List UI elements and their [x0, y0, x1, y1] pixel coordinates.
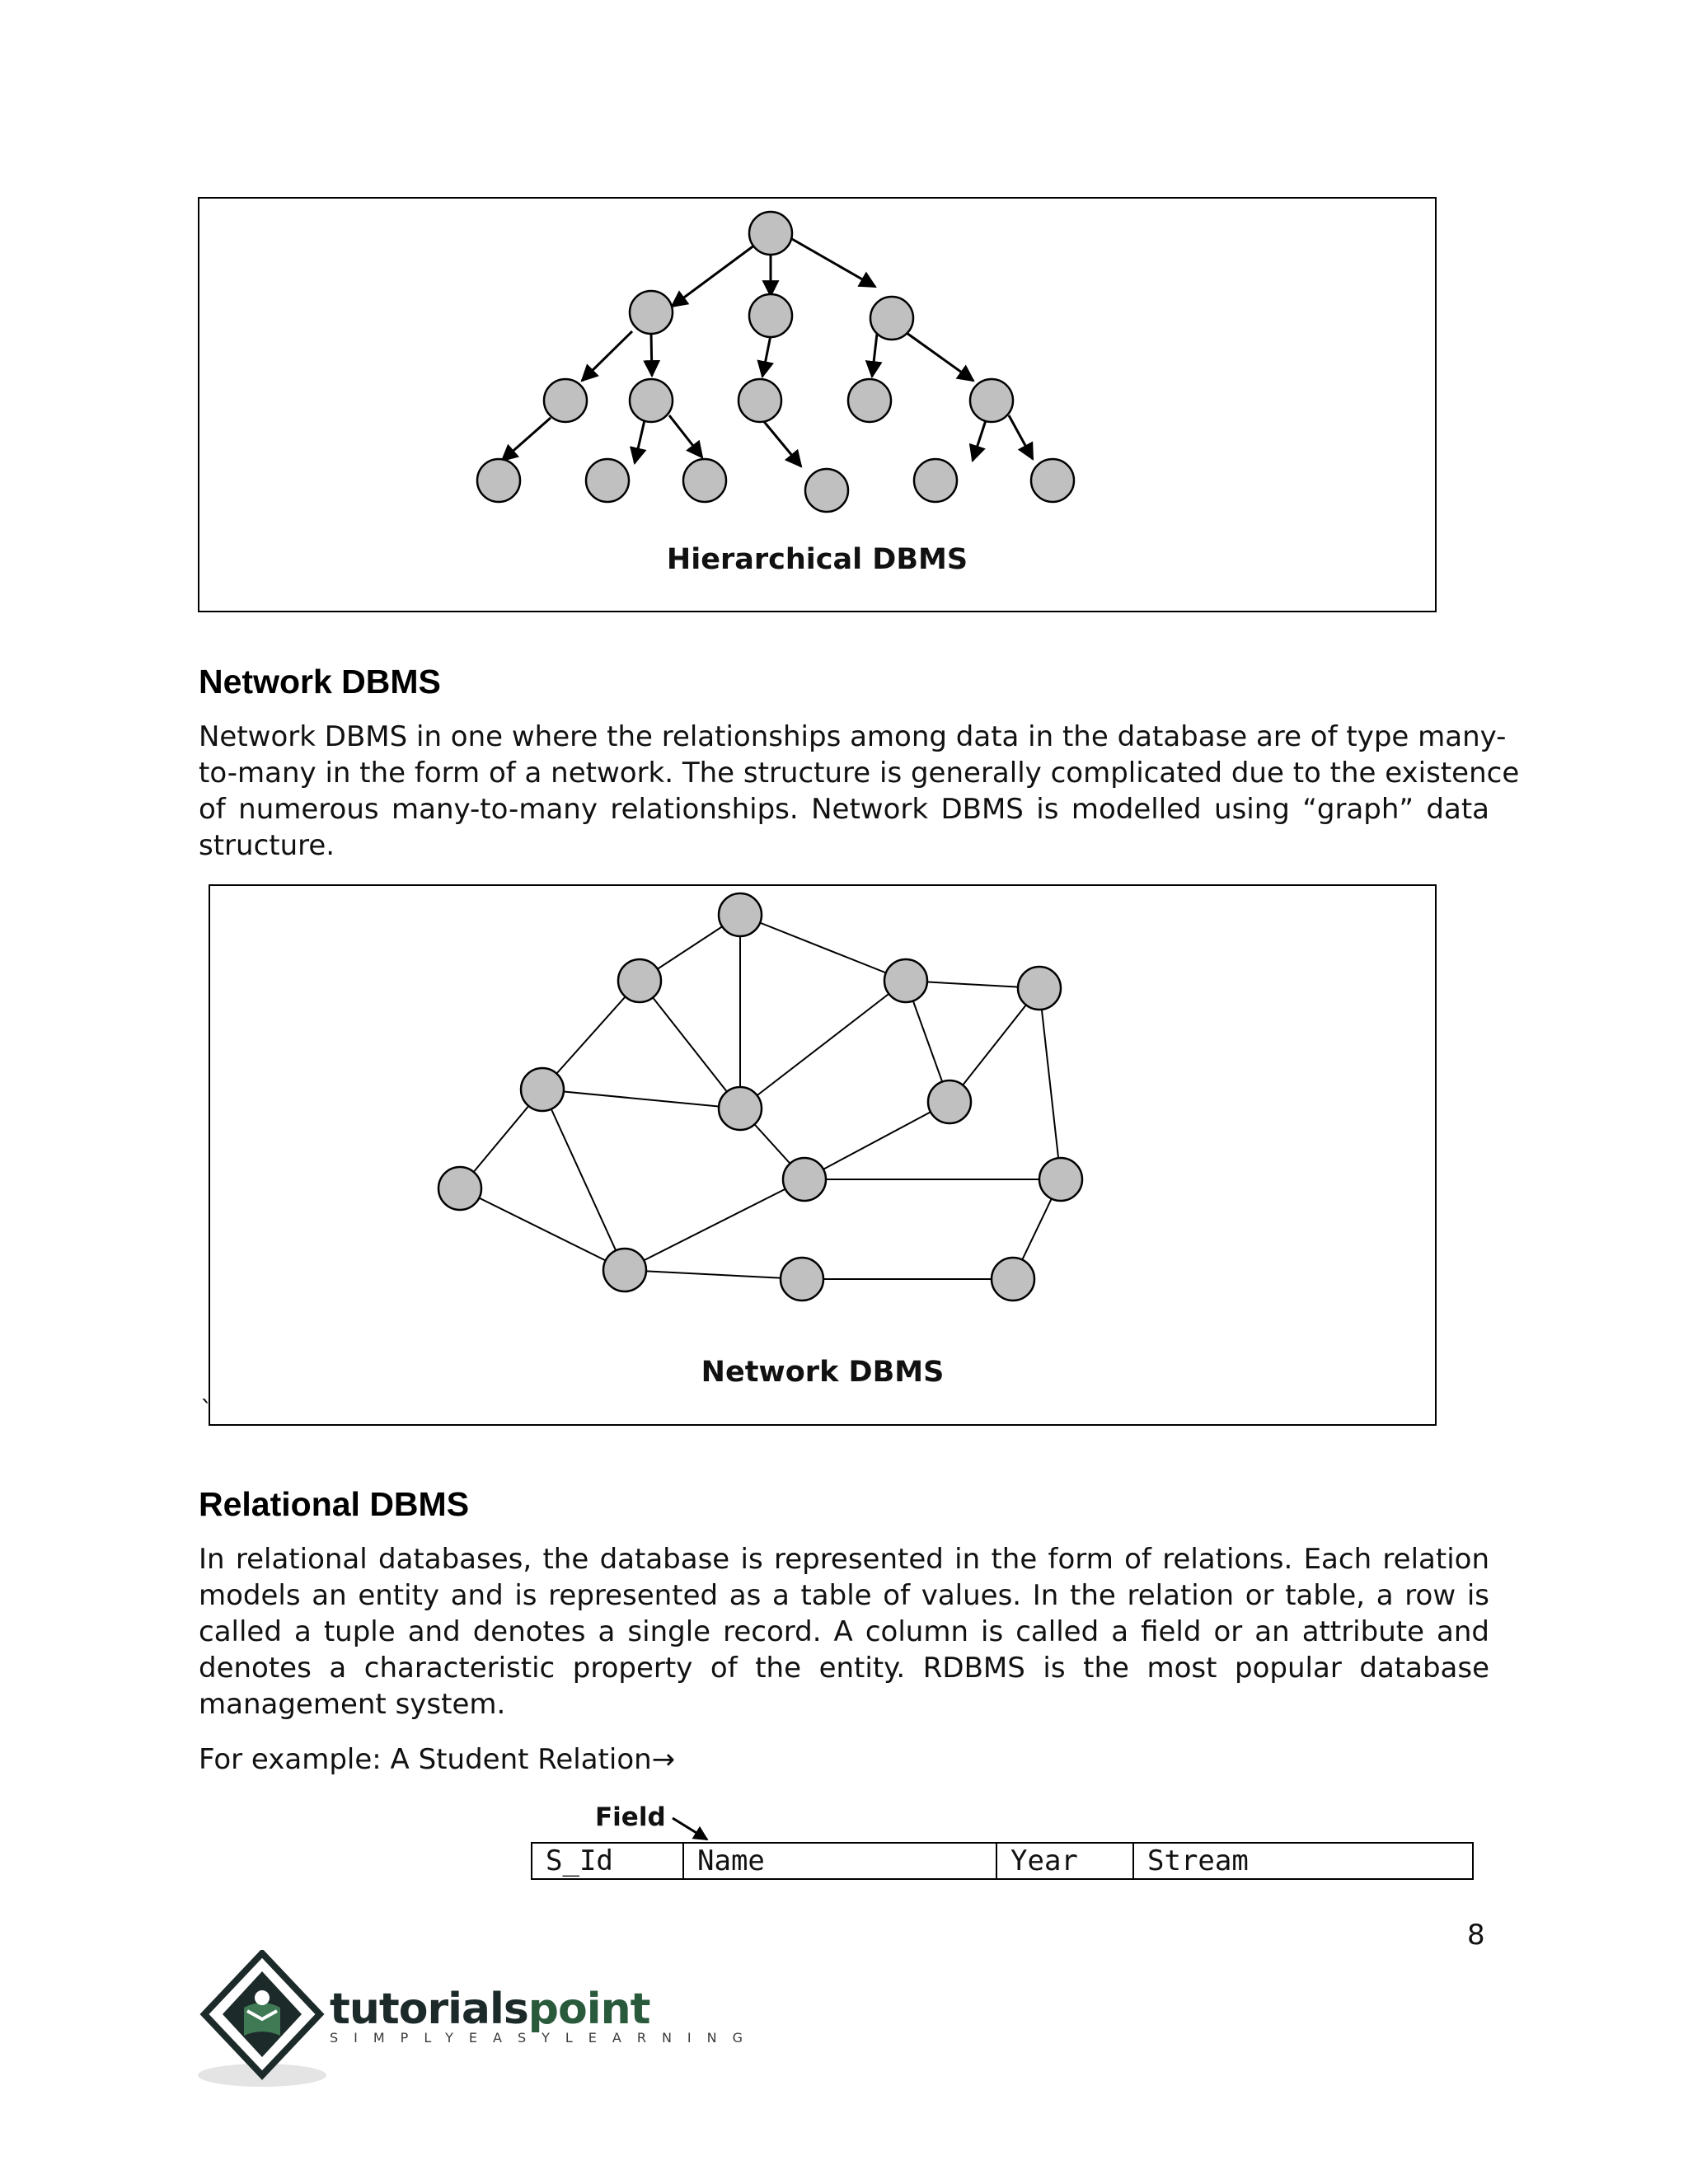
brand-name-dark: tutorials [330, 1985, 528, 2034]
column-header-sid: S_Id [532, 1843, 683, 1879]
relational-line-5: management system. [199, 1688, 506, 1721]
tree-nodes [477, 212, 1074, 512]
graph-nodes [438, 893, 1082, 1301]
brand-name [330, 1985, 649, 2034]
network-paragraph [199, 719, 1520, 864]
field-label: Field [595, 1802, 666, 1832]
brand-tagline: SIMPLYEASYLEARNING [330, 2030, 759, 2046]
table-header-row [532, 1843, 1473, 1879]
network-line-1: Network DBMS in one where the relationships among data in the database are of type many- [199, 720, 1507, 753]
relational-line-3: called a tuple and denotes a single record. A column is called a field or an attribute and [199, 1615, 1489, 1648]
hierarchical-figure [198, 197, 1437, 612]
network-graph-diagram [210, 886, 1438, 1427]
relational-line-1: In relational databases, the database is represented in the form of relations. Each relation [199, 1543, 1489, 1576]
network-line-4: structure. [199, 829, 335, 862]
relational-line-4: denotes a characteristic property of the entity. RDBMS is the most popular database [199, 1652, 1489, 1685]
network-caption: Network DBMS [701, 1356, 945, 1389]
field-arrow-icon [668, 1811, 717, 1844]
network-line-2: to-many in the form of a network. The structure is generally complicated due to the existence [199, 757, 1520, 790]
network-figure [209, 884, 1437, 1426]
relational-paragraph [199, 1541, 1489, 1722]
page-number: 8 [1467, 1919, 1485, 1952]
network-line-3: of numerous many-to-many relationships. Network DBMS is modelled using “graph” data [199, 793, 1489, 826]
network-heading: Network DBMS [199, 663, 441, 701]
relational-heading: Relational DBMS [199, 1485, 470, 1523]
relational-line-2: models an entity and is represented as a table of values. In the relation or table, a row is [199, 1579, 1489, 1612]
column-header-year: Year [996, 1843, 1133, 1879]
brand-name-accent: point [528, 1985, 650, 2034]
example-text: For example: A Student Relation→ [199, 1743, 676, 1776]
hierarchical-caption: Hierarchical DBMS [666, 543, 968, 576]
stray-backtick: ` [200, 1396, 213, 1425]
column-header-name: Name [683, 1843, 996, 1879]
tutorialspoint-logo-icon [196, 1950, 328, 2090]
student-relation-table [531, 1842, 1474, 1880]
column-header-stream: Stream [1133, 1843, 1473, 1879]
tree-edges [502, 232, 1033, 466]
